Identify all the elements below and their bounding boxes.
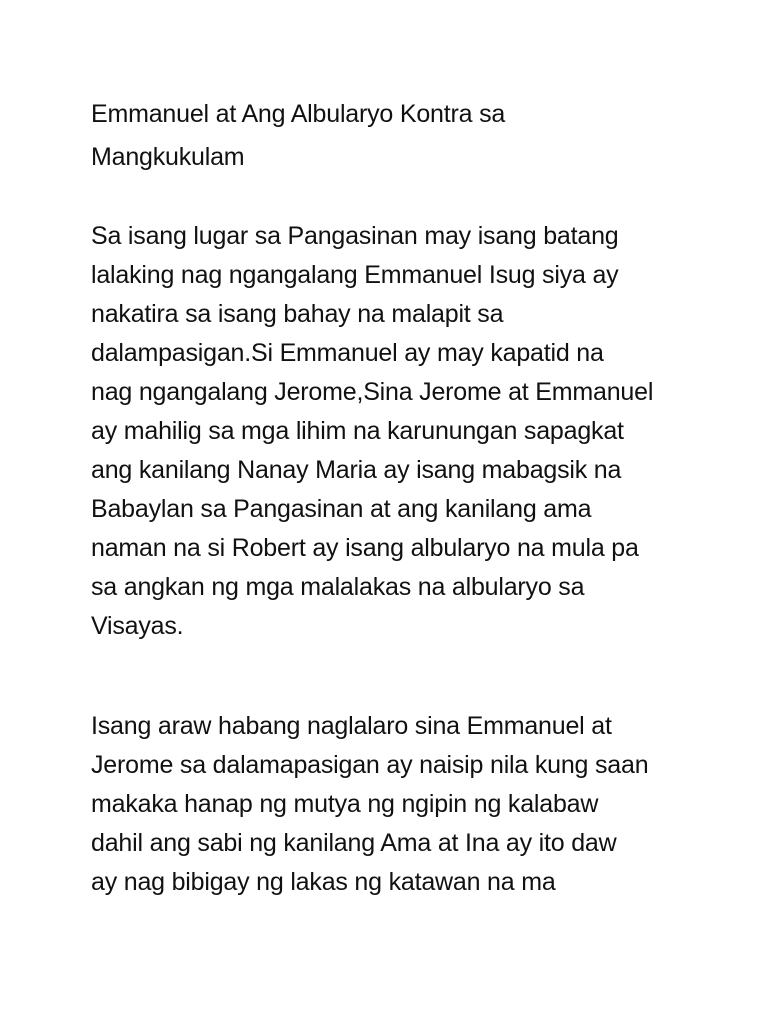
paragraph1-line-4: dalampasigan.Si Emmanuel ay may kapatid na [91, 339, 604, 367]
paragraph1-line-3: nakatira sa isang bahay na malapit sa [91, 300, 504, 328]
document-title-line-2: Mangkukulam [91, 143, 245, 171]
paragraph1-line-11: Visayas. [91, 612, 184, 640]
paragraph2-line-5: ay nag bibigay ng lakas ng katawan na ma [91, 868, 556, 896]
document-title-line-1: Emmanuel at Ang Albularyo Kontra sa [91, 100, 506, 128]
paragraph1-line-5: nag ngangalang Jerome,Sina Jerome at Emmanuel [91, 378, 654, 406]
paragraph2-line-3: makaka hanap ng mutya ng ngipin ng kalabaw [91, 790, 599, 818]
paragraph1-line-7: ang kanilang Nanay Maria ay isang mabagsik na [91, 456, 622, 484]
paragraph2-line-4: dahil ang sabi ng kanilang Ama at Ina ay ito daw [91, 829, 617, 857]
paragraph1-line-9: naman na si Robert ay isang albularyo na mula pa [91, 534, 639, 562]
paragraph2-line-1: Isang araw habang naglalaro sina Emmanuel at [91, 712, 612, 740]
paragraph1-line-1: Sa isang lugar sa Pangasinan may isang batang [91, 222, 619, 250]
paragraph1-line-10: sa angkan ng mga malalakas na albularyo sa [91, 573, 585, 601]
paragraph1-line-2: lalaking nag ngangalang Emmanuel Isug siya ay [91, 261, 619, 289]
paragraph2-line-2: Jerome sa dalamapasigan ay naisip nila kung saan [91, 751, 649, 779]
paragraph1-line-8: Babaylan sa Pangasinan at ang kanilang ama [91, 495, 592, 523]
paragraph1-line-6: ay mahilig sa mga lihim na karunungan sapagkat [91, 417, 624, 445]
